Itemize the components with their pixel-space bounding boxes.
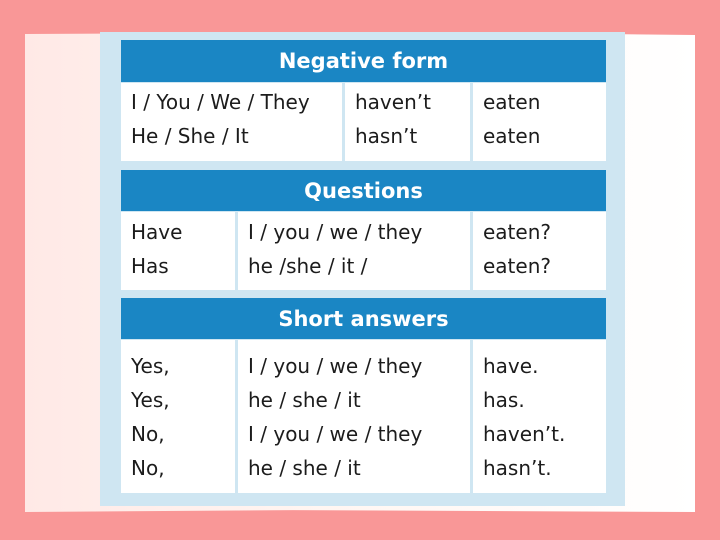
short-answers-subject-cell — [238, 340, 470, 493]
negative-auxiliary-cell — [345, 83, 470, 161]
cell-line: hasn’t — [355, 124, 418, 148]
cell-line: eaten? — [483, 220, 551, 244]
cell-line: I / you / we / they — [248, 422, 423, 446]
questions-subject-cell — [238, 212, 470, 290]
cell-line: he /she / it / — [248, 254, 368, 278]
cell-line: He / She / It — [131, 124, 249, 148]
cell-line: I / you / we / they — [248, 354, 423, 378]
cell-line: has. — [483, 388, 525, 412]
cell-line: I / You / We / They — [131, 90, 310, 114]
section-title: Negative form — [278, 49, 449, 73]
section-title: Questions — [304, 178, 423, 203]
section-header-questions — [121, 170, 606, 211]
cell-line: have. — [483, 354, 539, 378]
cell-line: Have — [131, 220, 183, 244]
short-answers-auxiliary-cell — [473, 340, 606, 493]
cell-line: he / she / it — [248, 456, 361, 480]
questions-auxiliary-cell — [121, 212, 235, 290]
cell-line: eaten — [483, 90, 541, 114]
section-header-short-answers — [121, 298, 606, 339]
section-header-negative-form — [121, 40, 606, 82]
cell-line: eaten — [483, 124, 541, 148]
cell-line: haven’t. — [483, 422, 566, 446]
cell-line: Yes, — [131, 354, 170, 378]
cell-line: Yes, — [131, 388, 170, 412]
cell-line: No, — [131, 422, 165, 446]
cell-line: haven’t — [355, 90, 431, 114]
cell-line: No, — [131, 456, 165, 480]
short-answers-response-cell — [121, 340, 235, 493]
cell-line: he / she / it — [248, 388, 361, 412]
cell-line: hasn’t. — [483, 456, 552, 480]
negative-verb-cell — [473, 83, 606, 161]
cell-line: eaten? — [483, 254, 551, 278]
questions-verb-cell — [473, 212, 606, 290]
negative-subject-cell — [121, 83, 342, 161]
cell-line: I / you / we / they — [248, 220, 423, 244]
cell-line: Has — [131, 254, 169, 278]
section-title: Short answers — [278, 306, 449, 331]
